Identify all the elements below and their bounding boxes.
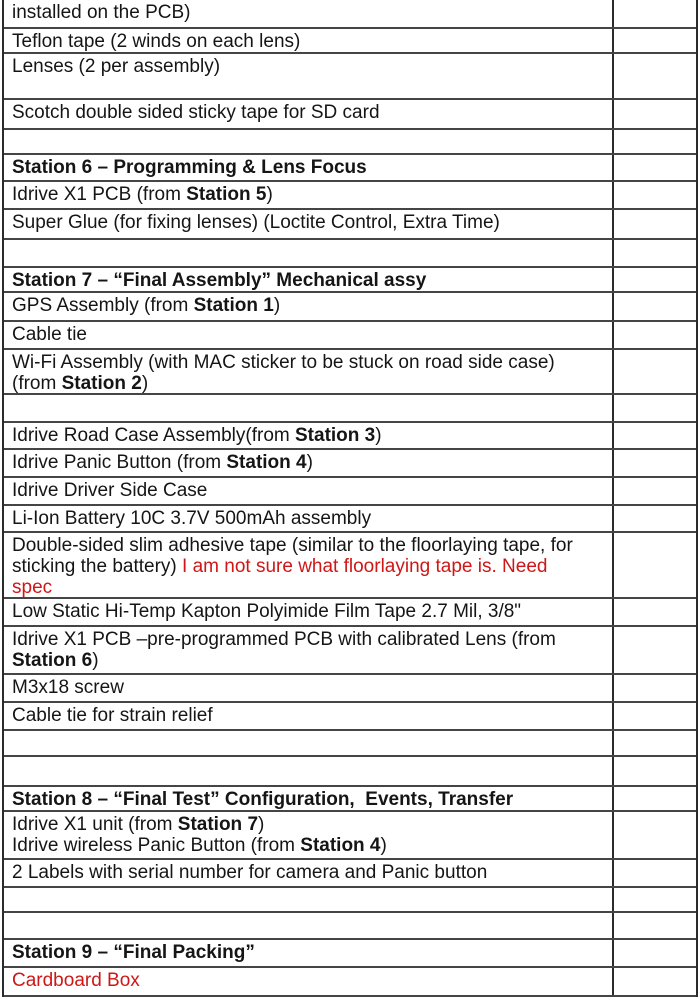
item-text: Cable tie for strain relief bbox=[12, 705, 213, 726]
item-text-line bbox=[12, 508, 608, 529]
item-text: Cable tie bbox=[12, 324, 87, 345]
item-cell bbox=[4, 100, 614, 128]
item-cell bbox=[4, 787, 614, 810]
item-text: Wi-Fi Assembly (with MAC sticker to be stuck on road side case) bbox=[12, 352, 555, 373]
item-text: 2 Labels with serial number for camera and Panic button bbox=[12, 862, 488, 883]
table-row bbox=[4, 29, 696, 54]
table-row bbox=[4, 182, 696, 210]
bold-text: Station 7 bbox=[177, 814, 259, 835]
item-cell bbox=[4, 0, 614, 27]
table-row bbox=[4, 675, 696, 703]
table-row bbox=[4, 322, 696, 350]
item-text-line bbox=[12, 31, 608, 52]
item-text: Idrive wireless Panic Button (from bbox=[12, 835, 301, 856]
item-text: installed on the PCB) bbox=[12, 2, 191, 23]
table-row bbox=[4, 0, 696, 29]
check-cell bbox=[614, 860, 696, 886]
bold-text: Station 6 – Programming & Lens Focus bbox=[12, 157, 367, 178]
item-cell bbox=[4, 675, 614, 701]
bold-text: Station 4 bbox=[300, 835, 381, 856]
check-cell bbox=[614, 322, 696, 348]
check-cell bbox=[614, 913, 696, 938]
item-text-line bbox=[12, 556, 608, 577]
check-cell bbox=[614, 968, 696, 995]
bold-text: Station 6 bbox=[12, 650, 93, 671]
check-cell bbox=[614, 155, 696, 180]
check-cell bbox=[614, 599, 696, 625]
table-row bbox=[4, 968, 696, 997]
item-text: Double-sided slim adhesive tape (similar to the floorlaying tape, for bbox=[12, 535, 573, 556]
item-text-line bbox=[12, 425, 608, 446]
item-text-line bbox=[12, 650, 608, 671]
item-cell bbox=[4, 54, 614, 98]
check-cell bbox=[614, 812, 696, 858]
item-cell bbox=[4, 506, 614, 531]
item-text-line bbox=[12, 535, 608, 556]
table-row bbox=[4, 54, 696, 100]
item-text-line bbox=[12, 677, 608, 698]
check-cell bbox=[614, 757, 696, 785]
bold-text: Station 8 – “Final Test” Configuration, Events, Transfer bbox=[12, 789, 514, 810]
item-cell bbox=[4, 860, 614, 886]
item-text: Scotch double sided sticky tape for SD card bbox=[12, 102, 380, 123]
item-text: ) bbox=[141, 373, 149, 393]
item-cell bbox=[4, 478, 614, 504]
item-cell bbox=[4, 395, 614, 421]
item-cell bbox=[4, 155, 614, 180]
item-cell bbox=[4, 293, 614, 320]
check-cell bbox=[614, 100, 696, 128]
table-row bbox=[4, 210, 696, 240]
item-text-line bbox=[12, 601, 608, 622]
item-text: Idrive X1 PCB –pre-programmed PCB with calibrated Lens (from bbox=[12, 629, 556, 650]
check-cell bbox=[614, 240, 696, 266]
check-cell bbox=[614, 703, 696, 729]
item-text-line bbox=[12, 295, 608, 316]
table-row bbox=[4, 130, 696, 155]
table-row bbox=[4, 757, 696, 787]
item-text: GPS Assembly (from bbox=[12, 295, 194, 316]
item-text-line bbox=[12, 629, 608, 650]
item-text: sticking the battery) bbox=[12, 556, 183, 577]
item-text-line bbox=[12, 212, 608, 233]
table-row bbox=[4, 450, 696, 478]
check-cell bbox=[614, 787, 696, 810]
table-row bbox=[4, 100, 696, 130]
item-cell bbox=[4, 940, 614, 966]
table-row bbox=[4, 423, 696, 450]
table-row bbox=[4, 787, 696, 812]
item-text-line bbox=[12, 157, 608, 178]
red-note-text: spec bbox=[12, 577, 53, 597]
item-cell bbox=[4, 130, 614, 153]
check-cell bbox=[614, 478, 696, 504]
item-cell bbox=[4, 757, 614, 785]
item-cell bbox=[4, 533, 614, 597]
check-cell bbox=[614, 54, 696, 98]
item-text: Idrive Driver Side Case bbox=[12, 480, 208, 501]
item-text-line bbox=[12, 970, 608, 991]
red-note-text: I am not sure what floorlaying tape is. Need bbox=[182, 556, 548, 577]
bold-text: Station 4 bbox=[226, 452, 307, 473]
table-row bbox=[4, 268, 696, 293]
item-text-line bbox=[12, 102, 608, 123]
bold-text: Station 2 bbox=[61, 373, 142, 393]
item-cell bbox=[4, 350, 614, 393]
item-text-line bbox=[12, 814, 608, 835]
item-text: ) bbox=[266, 184, 273, 205]
item-text: Low Static Hi-Temp Kapton Polyimide Film Tape 2.7 Mil, 3/8" bbox=[12, 601, 522, 622]
table-row bbox=[4, 533, 696, 599]
item-cell bbox=[4, 182, 614, 208]
check-cell bbox=[614, 731, 696, 755]
check-cell bbox=[614, 268, 696, 291]
table-row bbox=[4, 155, 696, 182]
item-text-line bbox=[12, 789, 608, 810]
item-cell bbox=[4, 888, 614, 911]
item-cell bbox=[4, 627, 614, 673]
item-text: Idrive X1 unit (from bbox=[12, 814, 178, 835]
table-row bbox=[4, 703, 696, 731]
item-text-line bbox=[12, 835, 608, 856]
item-cell bbox=[4, 29, 614, 52]
bom-table bbox=[2, 0, 698, 997]
bold-text: Station 5 bbox=[186, 184, 267, 205]
item-text-line bbox=[12, 452, 608, 473]
check-cell bbox=[614, 0, 696, 27]
item-text: Teflon tape (2 winds on each lens) bbox=[12, 31, 301, 52]
table-row bbox=[4, 913, 696, 940]
item-cell bbox=[4, 423, 614, 448]
bold-text: Station 1 bbox=[193, 295, 274, 316]
item-cell bbox=[4, 240, 614, 266]
item-text: ) bbox=[273, 295, 281, 316]
check-cell bbox=[614, 293, 696, 320]
check-cell bbox=[614, 210, 696, 238]
item-cell bbox=[4, 322, 614, 348]
check-cell bbox=[614, 350, 696, 393]
item-text: Lenses (2 per assembly) bbox=[12, 56, 221, 77]
table-row bbox=[4, 599, 696, 627]
item-text: Idrive X1 PCB (from bbox=[12, 184, 187, 205]
item-text-line bbox=[12, 270, 608, 291]
check-cell bbox=[614, 29, 696, 52]
item-text-line bbox=[12, 373, 608, 393]
item-text: ) bbox=[258, 814, 265, 835]
check-cell bbox=[614, 940, 696, 966]
check-cell bbox=[614, 423, 696, 448]
item-text-line bbox=[12, 352, 608, 373]
item-text: Super Glue (for fixing lenses) (Loctite Control, Extra Time) bbox=[12, 212, 500, 233]
item-text-line bbox=[12, 942, 608, 963]
item-text-line bbox=[12, 480, 608, 501]
item-text: Li-Ion Battery 10C 3.7V 500mAh assembly bbox=[12, 508, 372, 529]
item-cell bbox=[4, 599, 614, 625]
table-row bbox=[4, 860, 696, 888]
item-text: Idrive Road Case Assembly(from bbox=[12, 425, 295, 446]
item-text: Idrive Panic Button (from bbox=[12, 452, 227, 473]
item-text-line bbox=[12, 56, 608, 77]
item-cell bbox=[4, 812, 614, 858]
check-cell bbox=[614, 182, 696, 208]
item-text: ) bbox=[375, 425, 382, 446]
bold-text: Station 3 bbox=[295, 425, 376, 446]
check-cell bbox=[614, 450, 696, 476]
item-text-line bbox=[12, 705, 608, 726]
item-text: ) bbox=[380, 835, 387, 856]
table-row bbox=[4, 478, 696, 506]
item-text: ) bbox=[92, 650, 99, 671]
bold-text: Station 7 – “Final Assembly” Mechanical assy bbox=[12, 270, 427, 291]
table-row bbox=[4, 506, 696, 533]
item-cell bbox=[4, 703, 614, 729]
check-cell bbox=[614, 675, 696, 701]
check-cell bbox=[614, 533, 696, 597]
red-note-text: Cardboard Box bbox=[12, 970, 140, 991]
check-cell bbox=[614, 627, 696, 673]
table-row bbox=[4, 240, 696, 268]
item-text: (from bbox=[12, 373, 62, 393]
check-cell bbox=[614, 395, 696, 421]
check-cell bbox=[614, 888, 696, 911]
table-row bbox=[4, 940, 696, 968]
item-cell bbox=[4, 731, 614, 755]
check-cell bbox=[614, 130, 696, 153]
item-cell bbox=[4, 210, 614, 238]
item-cell bbox=[4, 268, 614, 291]
table-row bbox=[4, 627, 696, 675]
item-text-line bbox=[12, 577, 608, 597]
table-row bbox=[4, 395, 696, 423]
item-cell bbox=[4, 450, 614, 476]
table-row bbox=[4, 293, 696, 322]
item-text-line bbox=[12, 184, 608, 205]
item-text: ) bbox=[306, 452, 313, 473]
check-cell bbox=[614, 506, 696, 531]
item-text-line bbox=[12, 324, 608, 345]
bold-text: Station 9 – “Final Packing” bbox=[12, 942, 255, 963]
table-row bbox=[4, 812, 696, 860]
table-row bbox=[4, 888, 696, 913]
item-text: M3x18 screw bbox=[12, 677, 124, 698]
item-text-line bbox=[12, 2, 608, 23]
item-text-line bbox=[12, 862, 608, 883]
item-cell bbox=[4, 968, 614, 995]
item-cell bbox=[4, 913, 614, 938]
table-row bbox=[4, 350, 696, 395]
table-row bbox=[4, 731, 696, 757]
